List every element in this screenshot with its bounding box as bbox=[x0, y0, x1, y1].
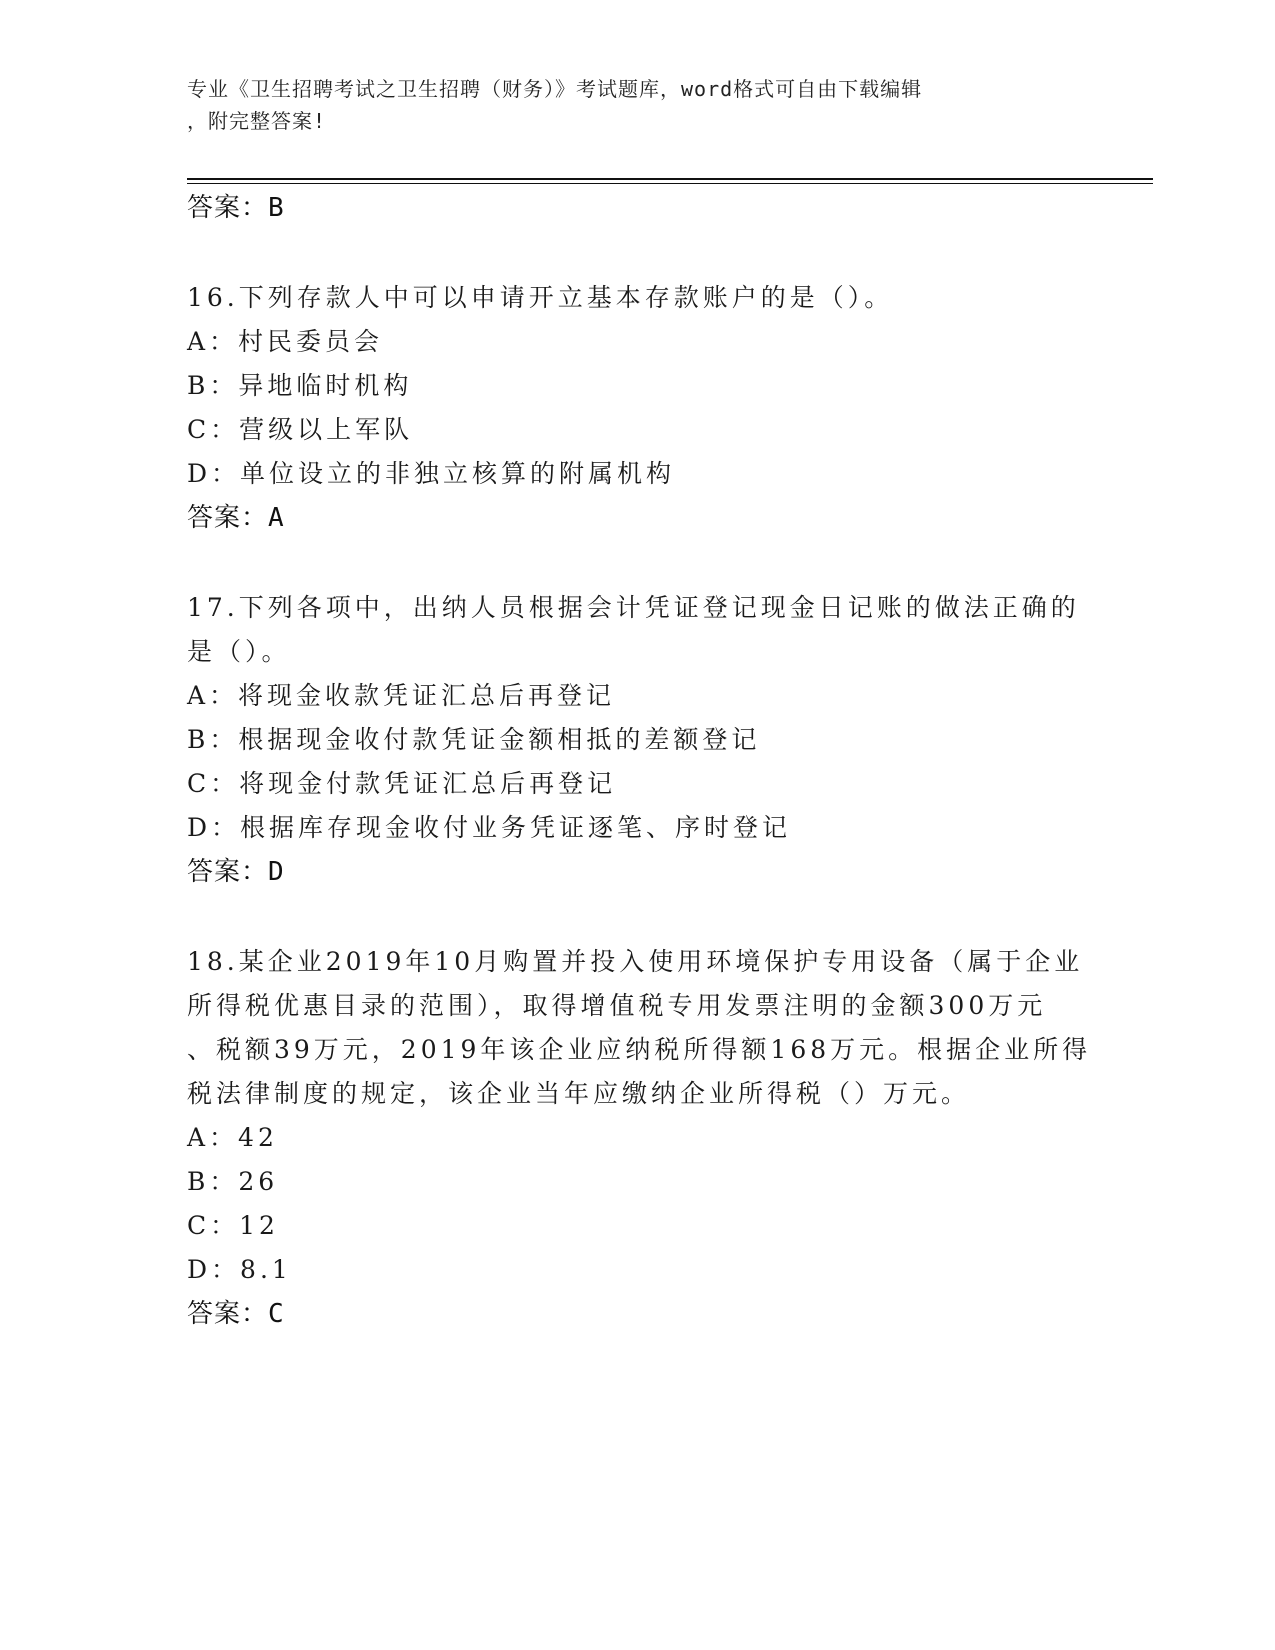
document-header bbox=[187, 73, 1087, 137]
q18-option-a: A：42 bbox=[187, 1123, 278, 1152]
q18-option-b: B：26 bbox=[187, 1167, 279, 1196]
q16-stem-line-1: 16.下列存款人中可以申请开立基本存款账户的是（）。 bbox=[187, 283, 894, 312]
q17-option-b: B：根据现金收付款凭证金额相抵的差额登记 bbox=[187, 725, 761, 754]
q16-option-b: B：异地临时机构 bbox=[187, 371, 413, 400]
prev-answer: 答案：B bbox=[187, 193, 285, 223]
q18-stem-line-4: 税法律制度的规定，该企业当年应缴纳企业所得税（）万元。 bbox=[187, 1079, 971, 1108]
q17-option-c: C：将现金付款凭证汇总后再登记 bbox=[187, 769, 617, 798]
q18-stem-line-2: 所得税优惠目录的范围），取得增值税专用发票注明的金额300万元 bbox=[187, 991, 1047, 1020]
q18-stem-line-1: 18.某企业2019年10月购置并投入使用环境保护专用设备（属于企业 bbox=[187, 947, 1084, 976]
q16-option-d: D：单位设立的非独立核算的附属机构 bbox=[187, 459, 676, 488]
header-line-2: ，附完整答案! bbox=[187, 109, 327, 133]
q17-option-d: D：根据库存现金收付业务凭证逐笔、序时登记 bbox=[187, 813, 792, 842]
q17-stem-line-2: 是（）。 bbox=[187, 637, 291, 666]
q17-option-a: A：将现金收款凭证汇总后再登记 bbox=[187, 681, 616, 710]
header-rule-thin bbox=[187, 183, 1153, 184]
q16-option-a: A：村民委员会 bbox=[187, 327, 384, 356]
q16-option-c: C：营级以上军队 bbox=[187, 415, 414, 444]
q18-option-c: C：12 bbox=[187, 1211, 279, 1240]
q18-answer: 答案：C bbox=[187, 1299, 285, 1329]
header-rule-thick bbox=[187, 178, 1153, 180]
q17-stem-line-1: 17.下列各项中，出纳人员根据会计凭证登记现金日记账的做法正确的 bbox=[187, 593, 1080, 622]
header-line-1: 专业《卫生招聘考试之卫生招聘（财务）》考试题库，word格式可自由下载编辑 bbox=[187, 77, 923, 101]
q18-option-d: D：8.1 bbox=[187, 1255, 292, 1284]
q18-stem-line-3: 、税额39万元，2019年该企业应纳税所得额168万元。根据企业所得 bbox=[187, 1035, 1092, 1064]
q16-answer: 答案：A bbox=[187, 503, 285, 533]
q17-answer: 答案：D bbox=[187, 857, 285, 887]
